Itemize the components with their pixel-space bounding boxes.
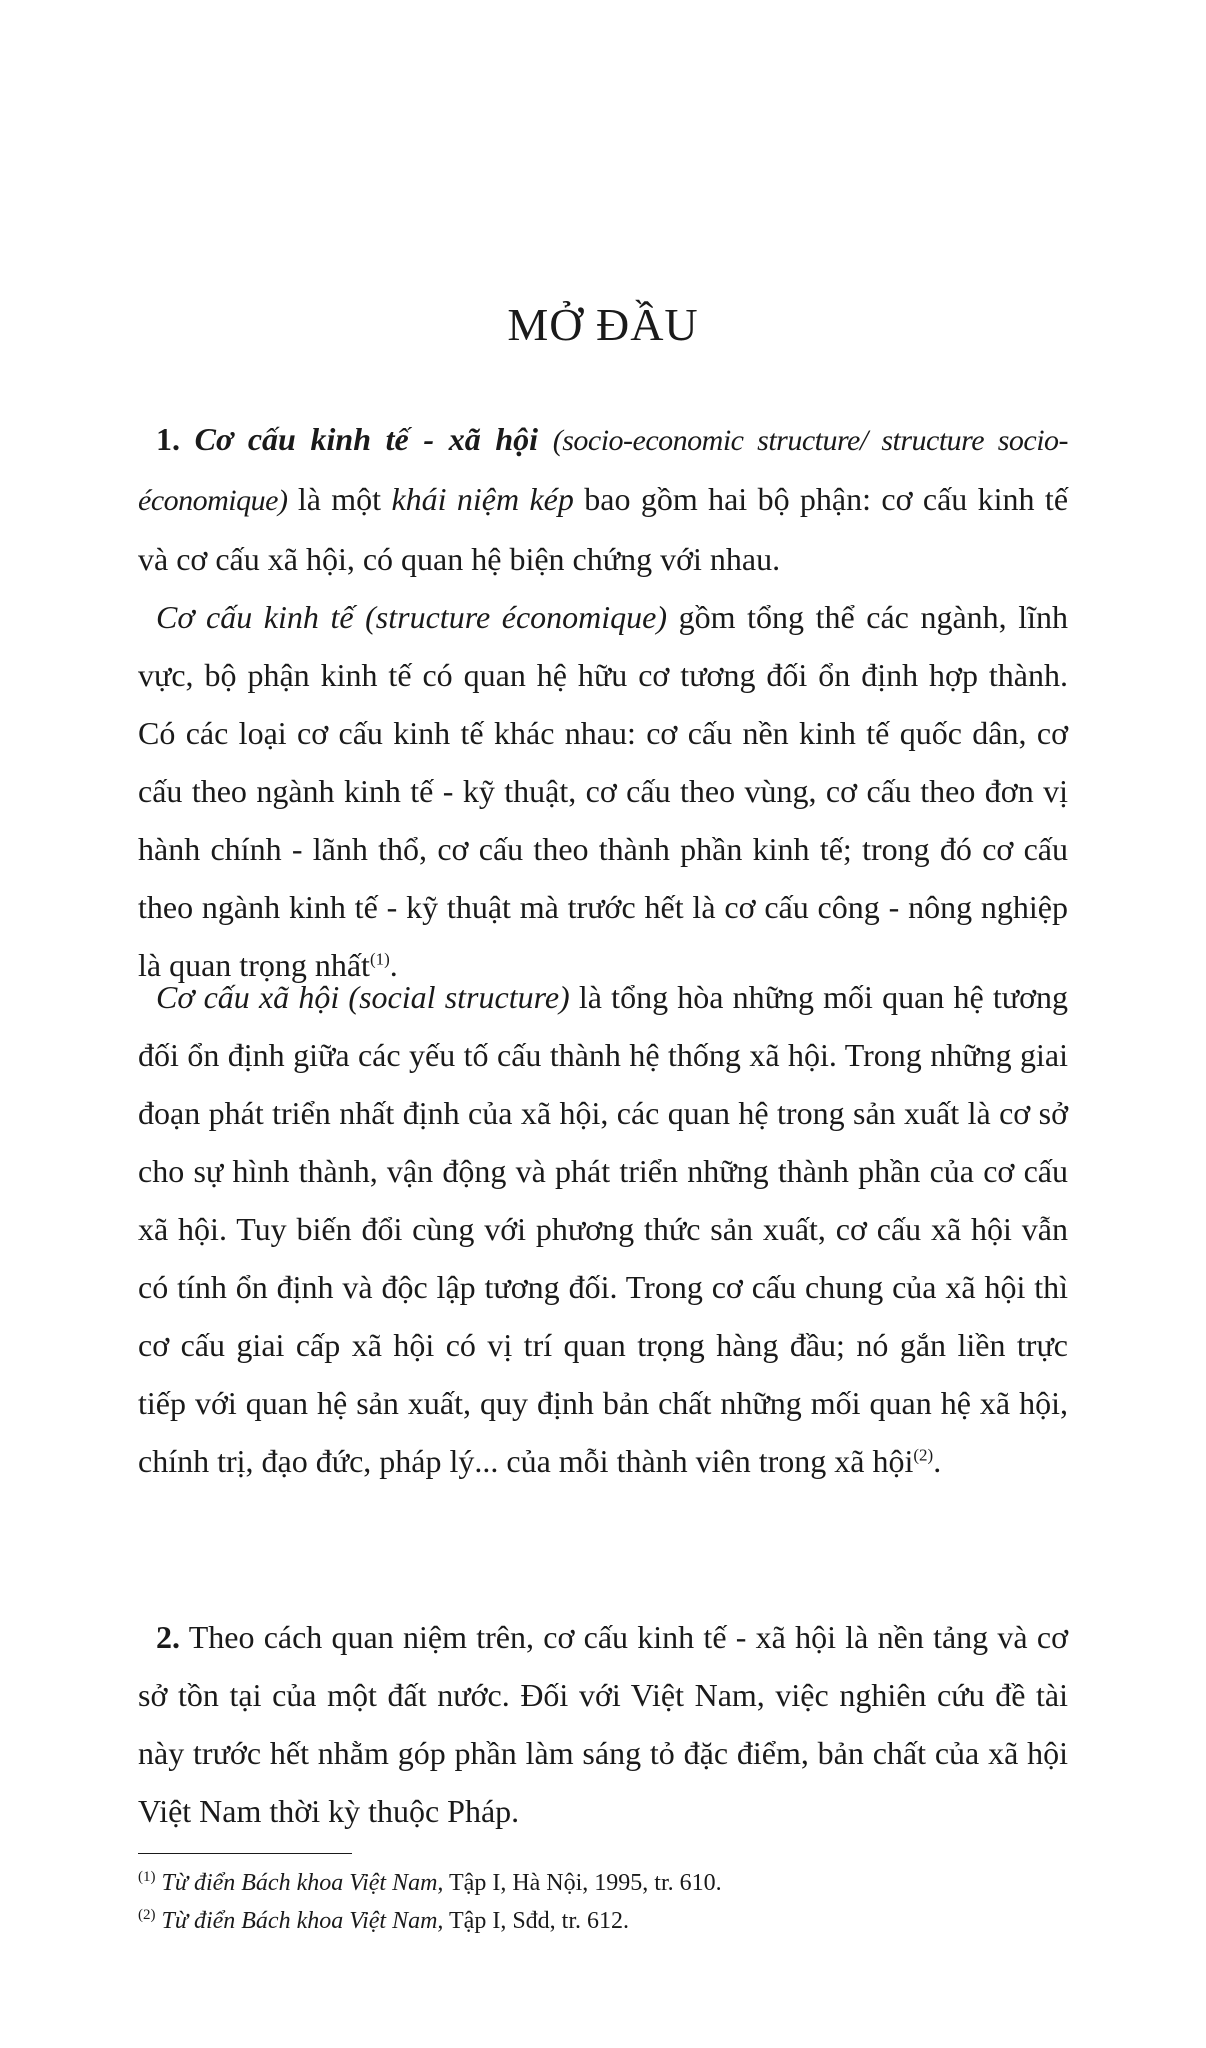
paragraph-text: là tổng hòa những mối quan hệ tương đối ổn định giữa các yếu tố cấu thành hệ thống xã hội. Trong những giai đoạn phát triển nhất định của xã hội, các quan hệ trong sản xuất là cơ sở cho sự hình thành, vận động và phát triển những thành phần của cơ cấu xã hội. Tuy biến đổi cùng với phương thức sản xuất, cơ cấu xã hội vẫn có tính ổn định và độc lập tương đối. Trong cơ cấu chung của xã hội thì cơ cấu giai cấp xã hội có vị trí quan trọng hàng đầu; nó gắn liền trực tiếp với quan hệ sản xuất, quy định bản chất những mối quan hệ xã hội, chính trị, đạo đức, pháp lý... của mỗi thành viên trong xã hội — [138, 979, 1069, 1479]
paragraph-1 — [138, 410, 1068, 588]
footnote-ref-2: (2) — [913, 1445, 934, 1465]
paragraph-text: Theo cách quan niệm trên, cơ cấu kinh tế - xã hội là nền tảng và cơ sở tồn tại của một đất nước. Đối với Việt Nam, việc nghiên cứu đề tài này trước hết nhằm góp phần làm sáng tỏ đặc điểm, bản chất của xã hội Việt Nam thời kỳ thuộc Pháp. — [138, 1619, 1069, 1829]
page-title: MỞ ĐẦU — [507, 299, 699, 350]
footnote-divider — [138, 1853, 352, 1854]
paragraph-text: bao gồm hai bộ phận: cơ cấu kinh tế và cơ cấu xã hội, có quan hệ biện chứng với nhau. — [138, 481, 1069, 577]
paragraph-number: 1. — [156, 421, 180, 457]
footnotes — [138, 1864, 1068, 1940]
footnote-ref-1: (1) — [369, 949, 390, 969]
paragraph-3 — [138, 968, 1068, 1490]
footnote-detail: Tập I, Hà Nội, 1995, tr. 610. — [449, 1870, 722, 1896]
footnote-source: Từ điển Bách khoa Việt Nam, — [161, 1908, 444, 1934]
term-economic-structure: Cơ cấu kinh tế (structure économique) — [156, 599, 668, 635]
term-social-structure: Cơ cấu xã hội (social structure) — [156, 979, 570, 1015]
paragraph-2 — [138, 588, 1068, 994]
paragraph-number: 2. — [156, 1619, 180, 1655]
period: . — [389, 947, 398, 983]
term-translation: (socio-economic structure/ structure socio-économique) — [138, 424, 1069, 517]
paragraph-text: gồm tổng thể các ngành, lĩnh vực, bộ phận kinh tế có quan hệ hữu cơ tương đối ổn định hợp thành. Có các loại cơ cấu kinh tế khác nhau: cơ cấu nền kinh tế quốc dân, cơ cấu theo ngành kinh tế - kỹ thuật, cơ cấu theo vùng, cơ cấu theo đơn vị hành chính - lãnh thổ, cơ cấu theo thành phần kinh tế; trong đó cơ cấu theo ngành kinh tế - kỹ thuật mà trước hết là cơ cấu công - nông nghiệp là quan trọng nhất — [138, 599, 1069, 983]
term-socio-economic: Cơ cấu kinh tế - xã hội — [194, 421, 539, 457]
footnote-2 — [138, 1902, 1068, 1940]
paragraph-text: là một — [297, 481, 382, 517]
footnote-1 — [138, 1864, 1068, 1902]
footnote-mark: (2) — [138, 1907, 156, 1923]
period: . — [933, 1443, 942, 1479]
term-khai-niem-kep: khái niệm kép — [391, 481, 574, 517]
paragraph-4 — [138, 1608, 1068, 1840]
footnote-detail: Tập I, Sđd, tr. 612. — [449, 1908, 630, 1934]
footnote-source: Từ điển Bách khoa Việt Nam, — [161, 1870, 444, 1896]
footnote-mark: (1) — [138, 1869, 156, 1885]
